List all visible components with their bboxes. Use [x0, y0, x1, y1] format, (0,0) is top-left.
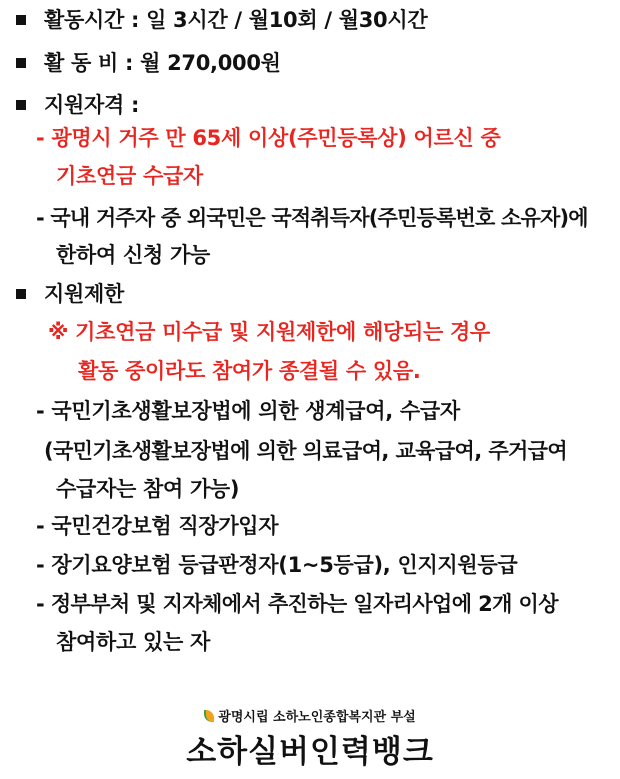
restriction-item-1: - 국민기초생활보장법에 의한 생계급여, 수급자	[36, 399, 460, 423]
restriction-item-1-note-cont: 수급자는 참여 가능)	[56, 477, 240, 501]
restriction-item-3: - 장기요양보험 등급판정자(1~5등급), 인지지원등급	[36, 553, 518, 577]
bullet-icon	[16, 15, 26, 25]
eligibility-item-1-cont: 기초연금 수급자	[56, 164, 203, 188]
bullet-icon	[16, 58, 26, 68]
restriction-notice: ※ 기초연금 미수급 및 지원제한에 해당되는 경우	[48, 320, 490, 344]
footer-subtitle	[0, 706, 620, 725]
restriction-item-4: - 정부부처 및 지자체에서 추진하는 일자리사업에 2개 이상	[36, 592, 558, 616]
footer-title: 소하실버인력뱅크	[186, 734, 434, 770]
activity-time: 활동시간 : 일 3시간 / 월10회 / 월30시간	[44, 8, 428, 32]
bullet-icon	[16, 289, 26, 299]
footer-subtitle-text: 광명시립 소하노인종합복지관 부설	[218, 710, 416, 725]
restriction-item-2: - 국민건강보험 직장가입자	[36, 514, 279, 538]
eligibility-heading: 지원자격 :	[44, 93, 140, 117]
activity-fee: 활 동 비 : 월 270,000원	[44, 51, 281, 75]
eligibility-item-2: - 국내 거주자 중 외국민은 국적취득자(주민등록번호 소유자)에	[36, 206, 588, 230]
restriction-item-1-note: (국민기초생활보장법에 의한 의료급여, 교육급여, 주거급여	[44, 439, 568, 463]
restriction-heading: 지원제한	[44, 282, 124, 306]
eligibility-item-2-cont: 한하여 신청 가능	[56, 243, 210, 267]
restriction-notice-cont: 활동 중이라도 참여가 종결될 수 있음.	[78, 359, 421, 383]
bullet-icon	[16, 100, 26, 110]
restriction-item-4-cont: 참여하고 있는 자	[56, 630, 210, 654]
leaf-logo-icon	[204, 710, 214, 722]
eligibility-item-1: - 광명시 거주 만 65세 이상(주민등록상) 어르신 중	[36, 126, 501, 150]
